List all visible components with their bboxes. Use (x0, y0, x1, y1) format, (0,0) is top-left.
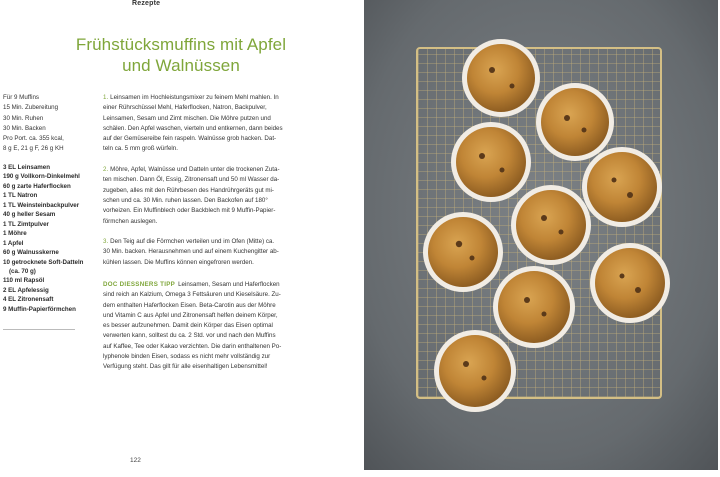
step-line: Leinsamen im Hochleistungsmixer zu feinem Mehl mahlen. In (110, 94, 279, 101)
muffin (582, 147, 662, 227)
muffin (451, 122, 531, 202)
tip-line: verwerten kann, solltest du ca. 2 Std. vor und nach den Muffins (103, 332, 276, 340)
ingredient-item: 10 getrocknete Soft-Datteln (3, 258, 84, 266)
muffin (434, 330, 516, 412)
ingredient-item: 1 Apfel (3, 239, 24, 247)
step-line: zugeben, alles mit den Rührbesen des Handrührgeräts gut mi- (103, 186, 274, 194)
step-line: teln ca. 5 mm groß würfeln. (103, 145, 178, 153)
muffin (590, 243, 670, 323)
ingredient-item: 1 TL Zimtpulver (3, 220, 49, 228)
title-line-1: Frühstücksmuffins mit Apfel (75, 35, 287, 54)
ingredient-item: 110 ml Rapsöl (3, 277, 45, 285)
step-line: schen und ca. 30 Min. ruhen lassen. Den Backofen auf 180° (103, 196, 268, 204)
ingredient-item: 1 TL Natron (3, 192, 38, 200)
ingredient-item: 1 Möhre (3, 230, 27, 238)
tip-label: DOC DIESSNERS TIPP (103, 281, 176, 288)
meta-calories: Pro Port. ca. 355 kcal, (3, 135, 64, 143)
step-line: ten mischen. Dann Öl, Essig, Zitronensaft und 50 ml Wasser da- (103, 176, 280, 184)
step-number: 2. (103, 166, 109, 174)
doctor-tip (103, 280, 293, 373)
tip-line: Verfügung steht. Das gilt für alle eisenhaltigen Lebensmittel! (103, 363, 268, 371)
tip-line: Leinsamen, Sesam und Haferflocken (178, 281, 280, 288)
right-page (362, 0, 720, 477)
meta-macros: 8 g E, 21 g F, 26 g KH (3, 145, 64, 153)
tip-line: dem enthalten Haferflocken Eisen. Beta-Carotin aus der Möhre (103, 301, 276, 309)
page-number: 122 (130, 457, 141, 464)
title-line-2: und Walnüssen (122, 56, 240, 75)
step-line: einer Rührschüssel Mehl, Haferflocken, Natron, Backpulver, (103, 104, 267, 112)
step-number: 1. (103, 94, 109, 101)
step-line: Den Teig auf die Förmchen verteilen und im Ofen (Mitte) ca. (110, 238, 275, 246)
recipe-step-1 (103, 93, 293, 155)
tip-line: auf Kaffee, Tee oder Kakao verzichten. Die darin enthaltenen Po- (103, 342, 282, 350)
tip-line: sind reich an Kalzium, Omega 3 Fettsäuren und Kieselsäure. Zu- (103, 291, 281, 299)
recipe-steps (103, 93, 293, 278)
step-line: 30 Min. backen. Herausnehmen und auf einem Kuchengitter ab- (103, 248, 279, 256)
muffin (511, 185, 591, 265)
muffin (493, 266, 575, 348)
step-line: auf der Gemüsereibe fein raspeln. Walnüsse grob hacken. Dat- (103, 135, 277, 143)
tip-line: lyphenole binden Eisen, sodass es nicht mehr vollständig zur (103, 353, 271, 361)
muffin (423, 212, 503, 292)
ingredient-item: 4 EL Zitronensaft (3, 296, 54, 304)
ingredient-item: 190 g Vollkorn-Dinkelmehl (3, 173, 80, 181)
ingredient-item: 3 EL Leinsamen (3, 164, 50, 171)
ingredient-item: 2 EL Apfelessig (3, 286, 49, 294)
ingredient-divider (3, 329, 75, 330)
tip-line: und Vitamin C aus Apfel und Zitronensaft helfen deinem Körper, (103, 311, 278, 319)
muffin-photo (364, 0, 718, 470)
step-line: förmchen auslegen. (103, 217, 158, 225)
recipe-step-2 (103, 165, 293, 227)
step-line: Leinsamen, Sesam und Zimt mischen. Die Möhre putzen und (103, 114, 271, 122)
recipe-title (20, 34, 342, 76)
muffin-photo-illustration (364, 0, 718, 470)
meta-prep-time: 15 Min. Zubereitung (3, 104, 59, 112)
meta-servings: Für 9 Muffins (3, 94, 39, 101)
step-number: 3. (103, 238, 109, 246)
recipe-step-3 (103, 237, 293, 268)
ingredient-list (3, 163, 103, 314)
ingredient-item: 1 TL Weinsteinbackpulver (3, 201, 80, 209)
ingredient-item: 60 g zarte Haferflocken (3, 182, 71, 190)
ingredient-item: (ca. 70 g) (9, 267, 36, 275)
step-line: vorheizen. Ein Muffinblech oder Backblech mit 9 Muffin-Papier- (103, 207, 276, 215)
step-line: Möhre, Apfel, Walnüsse und Datteln unter die trockenen Zuta- (110, 166, 280, 174)
step-line: kühlen lassen. Die Muffins können eingefroren werden. (103, 258, 254, 266)
section-label: Rezepte (132, 0, 161, 7)
tip-line: es besser aufzunehmen. Damit dein Körper das Eisen optimal (103, 322, 273, 330)
meta-rest-time: 30 Min. Ruhen (3, 114, 44, 122)
ingredient-item: 9 Muffin-Papierförmchen (3, 305, 76, 313)
ingredient-item: 60 g Walnusskerne (3, 249, 59, 257)
muffin (462, 39, 540, 117)
muffin (536, 83, 614, 161)
recipe-meta (3, 93, 98, 155)
step-line: schälen. Den Apfel waschen, vierteln und entkernen, dann beides (103, 124, 283, 132)
ingredient-item: 40 g heller Sesam (3, 211, 56, 219)
meta-bake-time: 30 Min. Backen (3, 124, 46, 132)
